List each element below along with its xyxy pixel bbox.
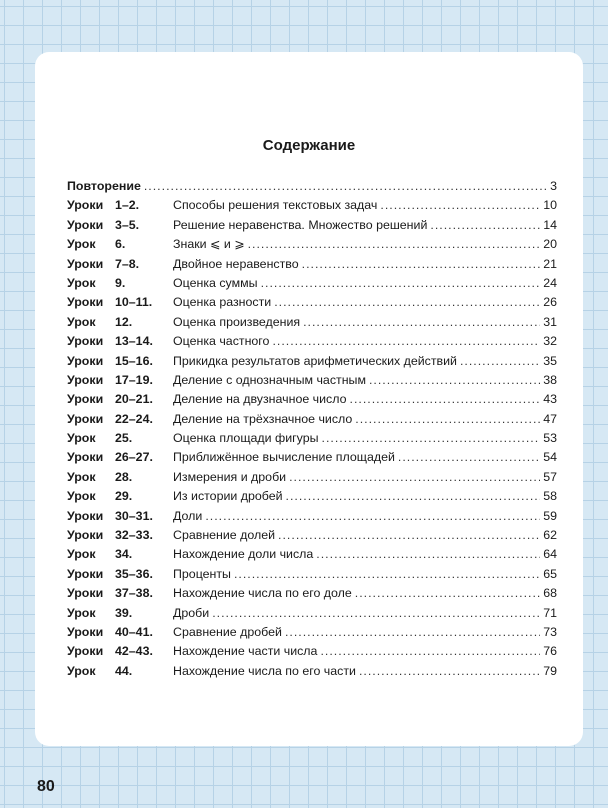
toc-row[interactable] bbox=[67, 274, 557, 293]
toc-row[interactable] bbox=[67, 584, 557, 603]
toc-entry-page: 47 bbox=[543, 411, 557, 426]
toc-entry-title: Оценка произведения bbox=[173, 314, 301, 329]
toc-entry bbox=[173, 255, 557, 274]
toc-row[interactable] bbox=[67, 216, 557, 235]
toc-entry-title: Двойное неравенство bbox=[173, 256, 299, 271]
lesson-kind: Урок bbox=[67, 275, 96, 290]
toc-entry-title: Доли bbox=[173, 508, 203, 523]
lesson-kind: Уроки bbox=[67, 411, 104, 426]
dot-leader bbox=[355, 410, 540, 429]
toc-row[interactable] bbox=[67, 565, 557, 584]
toc-entry-title: Приближённое вычисление площадей bbox=[173, 450, 395, 465]
toc-entry bbox=[173, 448, 557, 467]
toc-entry-title: Оценка разности bbox=[173, 295, 272, 310]
toc-row[interactable] bbox=[67, 352, 557, 371]
dot-leader bbox=[369, 371, 540, 390]
toc-entry-page: 31 bbox=[543, 314, 557, 329]
lesson-kind: Уроки bbox=[67, 256, 104, 271]
dot-leader bbox=[322, 429, 541, 448]
dot-leader bbox=[316, 545, 540, 564]
toc-row[interactable] bbox=[67, 545, 557, 564]
dot-leader bbox=[286, 487, 541, 506]
toc-entry bbox=[173, 526, 557, 545]
toc-entry bbox=[173, 642, 557, 661]
toc-entry-page: 57 bbox=[543, 469, 557, 484]
dot-leader bbox=[272, 332, 540, 351]
lesson-number: 34. bbox=[115, 547, 133, 562]
lesson-kind: Уроки bbox=[67, 450, 104, 465]
toc-row[interactable] bbox=[67, 642, 557, 661]
toc-entry bbox=[173, 487, 557, 506]
toc-entry-title: Из истории дробей bbox=[173, 489, 283, 504]
toc-row[interactable] bbox=[67, 332, 557, 351]
toc-entry-title: Нахождение числа по его доле bbox=[173, 586, 352, 601]
toc-row[interactable] bbox=[67, 507, 557, 526]
lesson-number: 44. bbox=[115, 663, 133, 678]
lesson-number: 17–19. bbox=[115, 372, 153, 387]
page-number: 80 bbox=[37, 778, 55, 795]
dot-leader bbox=[350, 390, 541, 409]
toc-entry-page: 73 bbox=[543, 624, 557, 639]
toc-entry bbox=[173, 507, 557, 526]
lesson-kind: Уроки bbox=[67, 353, 104, 368]
lesson-kind: Урок bbox=[67, 469, 96, 484]
lesson-number: 1–2. bbox=[115, 198, 140, 213]
lesson-number: 32–33. bbox=[115, 528, 153, 543]
lesson-kind: Уроки bbox=[67, 334, 104, 349]
toc-row[interactable] bbox=[67, 429, 557, 448]
lesson-kind: Уроки bbox=[67, 586, 104, 601]
lesson-kind: Уроки bbox=[67, 372, 104, 387]
toc-entry bbox=[173, 565, 557, 584]
lesson-number: 35–36. bbox=[115, 566, 153, 581]
toc-entry-page: 3 bbox=[550, 179, 557, 193]
lesson-number: 12. bbox=[115, 314, 133, 329]
toc-row[interactable] bbox=[67, 448, 557, 467]
toc-row[interactable] bbox=[67, 623, 557, 642]
toc-entry bbox=[173, 332, 557, 351]
lesson-number: 39. bbox=[115, 605, 133, 620]
toc-entry bbox=[173, 216, 557, 235]
lesson-kind: Уроки bbox=[67, 566, 104, 581]
lesson-number: 20–21. bbox=[115, 392, 153, 407]
toc-entry bbox=[173, 390, 557, 409]
toc-entry bbox=[173, 235, 557, 254]
dot-leader bbox=[248, 235, 541, 254]
dot-leader bbox=[303, 313, 540, 332]
dot-leader bbox=[285, 623, 540, 642]
toc-row[interactable] bbox=[67, 526, 557, 545]
toc-entry-page: 10 bbox=[543, 198, 557, 213]
dot-leader bbox=[355, 584, 540, 603]
lesson-number: 7–8. bbox=[115, 256, 140, 271]
toc-row[interactable] bbox=[67, 313, 557, 332]
toc-row[interactable] bbox=[67, 604, 557, 623]
toc-row[interactable] bbox=[67, 487, 557, 506]
toc-entry-title: Деление с однозначным частным bbox=[173, 372, 366, 387]
toc-entry bbox=[67, 177, 557, 196]
toc-entry bbox=[173, 429, 557, 448]
toc-entry bbox=[173, 584, 557, 603]
lesson-number: 22–24. bbox=[115, 411, 153, 426]
dot-leader bbox=[380, 196, 540, 215]
lesson-kind: Уроки bbox=[67, 644, 104, 659]
toc-entry-page: 79 bbox=[543, 663, 557, 678]
toc-entry-page: 20 bbox=[543, 237, 557, 252]
toc-entry-page: 35 bbox=[543, 353, 557, 368]
toc-entry-title: Проценты bbox=[173, 566, 231, 581]
lesson-kind: Уроки bbox=[67, 508, 104, 523]
toc-row-repetition[interactable] bbox=[67, 177, 557, 196]
toc-entry bbox=[173, 352, 557, 371]
toc-entry-title: Решение неравенства. Множество решений bbox=[173, 217, 428, 232]
toc-entry bbox=[173, 623, 557, 642]
toc-entry-page: 58 bbox=[543, 489, 557, 504]
toc-entry-title: Оценка частного bbox=[173, 334, 270, 349]
content-panel bbox=[35, 52, 583, 746]
dot-leader bbox=[460, 352, 540, 371]
dot-leader bbox=[261, 274, 541, 293]
toc-entry-page: 76 bbox=[543, 644, 557, 659]
lesson-number: 6. bbox=[115, 237, 126, 252]
lesson-kind: Урок bbox=[67, 489, 96, 504]
dot-leader bbox=[430, 216, 540, 235]
lesson-number: 13–14. bbox=[115, 334, 153, 349]
lesson-number: 9. bbox=[115, 275, 126, 290]
lesson-number: 42–43. bbox=[115, 644, 153, 659]
lesson-list bbox=[67, 196, 557, 681]
toc-entry-title: Оценка площади фигуры bbox=[173, 431, 319, 446]
toc-entry bbox=[173, 410, 557, 429]
lesson-kind: Уроки bbox=[67, 217, 104, 232]
dot-leader bbox=[144, 177, 547, 196]
toc-entry-page: 26 bbox=[543, 295, 557, 310]
lesson-kind: Урок bbox=[67, 547, 96, 562]
page-title: Содержание bbox=[262, 137, 356, 154]
toc-entry-page: 68 bbox=[543, 586, 557, 601]
toc-entry-page: 71 bbox=[543, 605, 557, 620]
toc-row[interactable] bbox=[67, 371, 557, 390]
toc-entry-page: 64 bbox=[543, 547, 557, 562]
lesson-kind: Урок bbox=[67, 314, 96, 329]
toc-row[interactable] bbox=[67, 293, 557, 312]
dot-leader bbox=[320, 642, 540, 661]
toc-entry-title: Способы решения текстовых задач bbox=[173, 198, 378, 213]
toc-entry-page: 43 bbox=[543, 392, 557, 407]
toc-entry bbox=[173, 604, 557, 623]
lesson-kind: Уроки bbox=[67, 392, 104, 407]
dot-leader bbox=[359, 662, 540, 681]
lesson-kind: Уроки bbox=[67, 295, 104, 310]
toc-entry bbox=[173, 371, 557, 390]
toc-entry bbox=[173, 468, 557, 487]
toc-entry bbox=[173, 274, 557, 293]
lesson-number: 3–5. bbox=[115, 217, 140, 232]
toc-entry-title: Деление на двузначное число bbox=[173, 392, 347, 407]
toc-entry-title: Повторение bbox=[67, 179, 141, 193]
toc-row[interactable] bbox=[67, 235, 557, 254]
toc-row[interactable] bbox=[67, 390, 557, 409]
lesson-number: 30–31. bbox=[115, 508, 153, 523]
table-of-contents bbox=[67, 177, 557, 681]
toc-entry-title: Дроби bbox=[173, 605, 210, 620]
toc-entry-title: Нахождение доли числа bbox=[173, 547, 314, 562]
toc-entry-page: 59 bbox=[543, 508, 557, 523]
toc-entry-page: 65 bbox=[543, 566, 557, 581]
lesson-kind: Урок bbox=[67, 605, 96, 620]
lesson-number: 40–41. bbox=[115, 624, 153, 639]
toc-row[interactable] bbox=[67, 662, 557, 681]
toc-entry bbox=[173, 662, 557, 681]
lesson-kind: Уроки bbox=[67, 528, 104, 543]
toc-entry-page: 32 bbox=[543, 334, 557, 349]
dot-leader bbox=[205, 507, 540, 526]
toc-entry-title: Нахождение числа по его части bbox=[173, 663, 356, 678]
dot-leader bbox=[234, 565, 540, 584]
lesson-number: 37–38. bbox=[115, 586, 153, 601]
toc-entry-title: Деление на трёхзначное число bbox=[173, 411, 353, 426]
lesson-kind: Урок bbox=[67, 431, 96, 446]
dot-leader bbox=[289, 468, 540, 487]
toc-entry-title: Сравнение дробей bbox=[173, 624, 282, 639]
dot-leader bbox=[212, 604, 540, 623]
lesson-kind: Уроки bbox=[67, 624, 104, 639]
toc-row[interactable] bbox=[67, 196, 557, 215]
toc-entry-title: Нахождение части числа bbox=[173, 644, 318, 659]
toc-entry bbox=[173, 196, 557, 215]
lesson-number: 25. bbox=[115, 431, 133, 446]
lesson-number: 26–27. bbox=[115, 450, 153, 465]
dot-leader bbox=[274, 293, 540, 312]
toc-entry bbox=[173, 293, 557, 312]
toc-entry-page: 14 bbox=[543, 217, 557, 232]
lesson-number: 28. bbox=[115, 469, 133, 484]
toc-entry-title: Оценка суммы bbox=[173, 275, 258, 290]
dot-leader bbox=[278, 526, 540, 545]
toc-entry-page: 24 bbox=[543, 275, 557, 290]
toc-entry-title: Сравнение долей bbox=[173, 528, 276, 543]
toc-entry bbox=[173, 313, 557, 332]
lesson-number: 10–11. bbox=[115, 295, 153, 310]
lesson-kind: Урок bbox=[67, 237, 96, 252]
lesson-kind: Уроки bbox=[67, 198, 104, 213]
dot-leader bbox=[302, 255, 541, 274]
lesson-number: 29. bbox=[115, 489, 133, 504]
toc-entry-page: 21 bbox=[543, 256, 557, 271]
toc-entry-title: Знаки ⩽ и ⩾ bbox=[173, 237, 245, 252]
toc-entry bbox=[173, 545, 557, 564]
lesson-kind: Урок bbox=[67, 663, 96, 678]
dot-leader bbox=[398, 448, 540, 467]
toc-row[interactable] bbox=[67, 255, 557, 274]
lesson-number: 15–16. bbox=[115, 353, 153, 368]
toc-entry-page: 53 bbox=[543, 431, 557, 446]
toc-entry-page: 62 bbox=[543, 528, 557, 543]
toc-entry-title: Измерения и дроби bbox=[173, 469, 287, 484]
toc-entry-page: 38 bbox=[543, 372, 557, 387]
toc-entry-title: Прикидка результатов арифметических действий bbox=[173, 353, 457, 368]
toc-entry-page: 54 bbox=[543, 450, 557, 465]
toc-row[interactable] bbox=[67, 468, 557, 487]
toc-row[interactable] bbox=[67, 410, 557, 429]
